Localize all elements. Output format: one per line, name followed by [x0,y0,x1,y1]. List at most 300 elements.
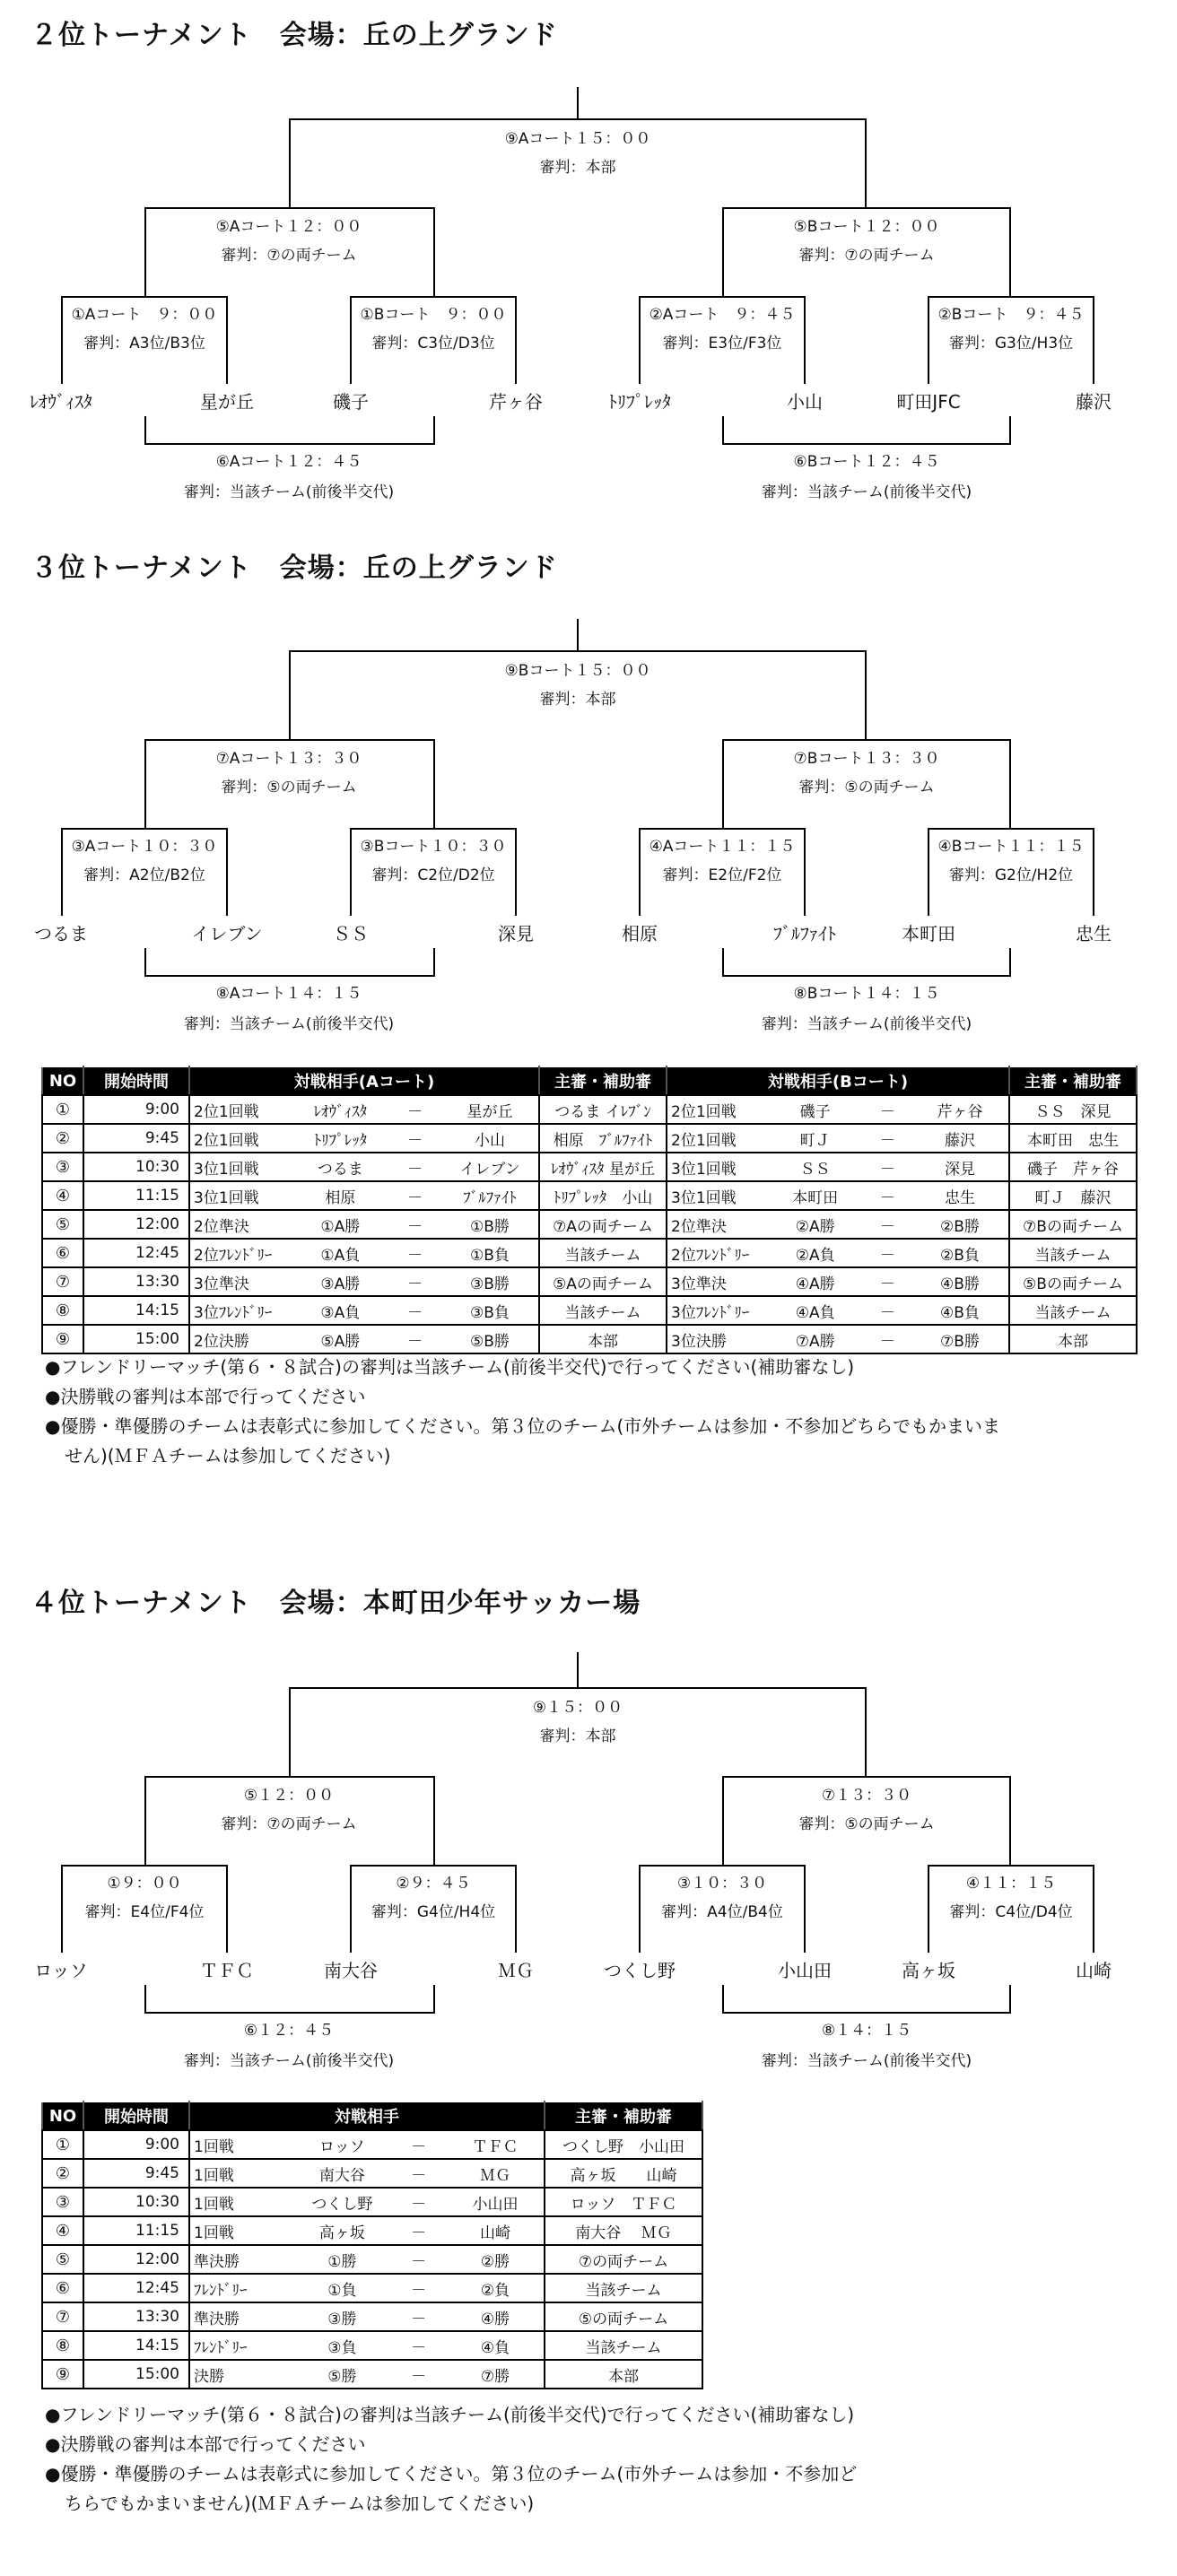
bracket-line [144,443,435,445]
round-label: 2位準決 [194,1217,249,1236]
semi-right-time: ⑦１３：３０ [821,1787,912,1805]
bracket-line [639,828,806,830]
match-no: ③ [42,2188,83,2216]
referee-cell: ⑦の両チーム [545,2245,702,2274]
bracket-line [144,1776,435,1778]
away-team: ④勝 [480,2310,510,2328]
team-name: ＳＳ [333,923,369,944]
round1-time: ④Aコート１１：１５ [649,838,796,856]
home-team: ③勝 [327,2310,357,2328]
away-team: ＭＧ [479,2166,510,2185]
bracket-line [722,948,724,977]
round-label: 3位1回戦 [194,1188,259,1207]
bracket-line [1093,828,1094,916]
col-match-a: 対戦相手(Aコート) [189,1066,539,1095]
table-row [42,2159,702,2188]
away-team: 星が丘 [466,1102,513,1121]
bracket-line [433,207,435,297]
match-cell [667,1210,1009,1239]
away-team: ﾌﾞﾙﾌｧｲﾄ [463,1188,517,1207]
start-time: 9:45 [83,2159,189,2188]
round1-time: ③１０：３０ [676,1875,768,1893]
referee-cell: ⑦Aの両チーム [539,1210,667,1239]
bracket-line [865,1687,867,1777]
vs-dash: － [407,1246,423,1265]
team-name: ＴＦＣ [200,1960,254,1981]
round1-time: ①９：００ [107,1875,182,1893]
team-name: 磯子 [333,391,369,413]
vs-dash: － [411,2224,427,2242]
start-time: 9:45 [83,1124,189,1153]
team-name: つるま [34,923,88,944]
match-cell [667,1325,1009,1353]
match-no: ① [42,1095,83,1124]
match-cell [189,2216,545,2245]
bracket-line [722,207,1011,209]
note-line: ●フレンドリーマッチ(第６・８試合)の審判は当該チーム(前後半交代)で行ってください(補助審なし) [45,1356,855,1378]
referee-cell: 町Ｊ 藤沢 [1009,1181,1137,1210]
friendly-right-time: ⑥Bコート１２：４５ [793,453,940,471]
start-time: 9:00 [83,1095,189,1124]
team-name: ﾚｵｳﾞｨｽﾀ [30,391,92,413]
match-no: ⑦ [42,2302,83,2331]
bracket-line [144,207,146,297]
bracket-line [433,1776,435,1866]
bracket-line [1009,416,1011,445]
home-team: 高ヶ坂 [318,2224,365,2242]
home-team: 町Ｊ [799,1131,831,1150]
section-heading: ３位トーナメント 会場：丘の上グランド [31,553,558,584]
team-name: 本町田 [902,923,955,944]
team-name: イレブン [191,923,263,944]
bracket-line [144,975,435,977]
bracket-line [722,1776,1011,1778]
bracket-line [289,650,867,652]
bracket-line [144,739,146,829]
friendly-left-time: ⑧Aコート１４：１５ [215,985,362,1003]
bracket-line [515,296,517,384]
note-line: ●優勝・準優勝のチームは表彰式に参加してください。第３位のチーム(市外チームは参加・不参加どちらでもかまいま [45,1415,1001,1437]
bracket-line [722,443,1011,445]
match-cell [667,1296,1009,1325]
away-team: ①B負 [470,1246,510,1265]
bracket-line [289,1687,867,1689]
table-row [42,2188,702,2216]
away-team: ②勝 [480,2252,510,2271]
bracket-line [515,828,517,916]
referee-cell: 当該チーム [1009,1239,1137,1267]
start-time: 12:45 [83,2274,189,2302]
table-row [42,1296,1137,1325]
round1-referee: 審判：E3位/F3位 [662,335,782,352]
bracket-line [928,828,1094,830]
start-time: 10:30 [83,2188,189,2216]
away-team: ②負 [480,2281,510,2300]
away-team: 忠生 [944,1188,975,1207]
vs-dash: － [879,1131,895,1150]
home-team: 磯子 [799,1102,831,1121]
match-cell [189,1325,539,1353]
vs-dash: － [879,1246,895,1265]
round-label: 2位1回戦 [671,1131,737,1150]
bracket-line [577,1652,579,1688]
home-team: つくし野 [311,2195,373,2214]
bracket-line [226,296,228,384]
round1-referee: 審判：G2位/H2位 [948,866,1074,884]
bracket-line [722,416,724,445]
bracket-line [289,650,291,740]
bracket-line [804,828,806,916]
round1-referee: 審判：E2位/F2位 [662,866,782,884]
round1-referee: 審判：C3位/D3位 [371,335,495,352]
away-team: ③B負 [470,1303,510,1322]
home-team: ⑦A勝 [795,1332,835,1351]
team-name: 小山 [787,391,823,413]
bracket-line [144,207,435,209]
round-label: 1回戦 [194,2195,234,2214]
semi-right-time: ⑤Bコート１２：００ [793,218,940,236]
final-time: ⑨Aコート１５：００ [504,130,651,148]
round1-time: ④Bコート１１：１５ [937,838,1085,856]
match-no: ⑨ [42,2360,83,2389]
start-time: 12:00 [83,1210,189,1239]
round-label: 2位ﾌﾚﾝﾄﾞﾘｰ [671,1246,750,1265]
vs-dash: － [411,2281,427,2300]
bracket-line [722,1776,724,1866]
match-cell [189,1181,539,1210]
col-referee: 主審・補助審 [545,2102,702,2130]
start-time: 15:00 [83,1325,189,1353]
referee-cell: 南大谷 ＭＧ [545,2216,702,2245]
round-label: ﾌﾚﾝﾄﾞﾘｰ [194,2281,248,2300]
match-cell [189,2331,545,2360]
bracket-line [433,739,435,829]
bracket-line [1009,739,1011,829]
round-label: 2位ﾌﾚﾝﾄﾞﾘｰ [194,1246,273,1265]
col-match: 対戦相手 [189,2102,545,2130]
bracket-line [61,1865,63,1953]
bracket-line [61,828,228,830]
home-team: つるま [317,1160,363,1179]
vs-dash: － [411,2252,427,2271]
match-cell [189,2130,545,2159]
bracket-line [515,1865,517,1953]
round1-referee: 審判：A3位/B3位 [83,335,205,352]
away-team: ④負 [480,2338,510,2357]
team-name: ロッソ [34,1960,88,1981]
semi-left-time: ⑤Aコート１２：００ [215,218,362,236]
round-label: 2位1回戦 [671,1102,737,1121]
referee-cell: 当該チーム [545,2331,702,2360]
start-time: 13:30 [83,1267,189,1296]
bracket-line [577,87,579,119]
vs-dash: － [407,1160,423,1179]
col-start-time: 開始時間 [83,1066,189,1095]
final-referee: 審判：本部 [539,691,616,709]
bracket-line [1009,207,1011,297]
col-referee-a: 主審・補助審 [539,1066,667,1095]
bracket-line [639,1865,806,1867]
vs-dash: － [411,2367,427,2386]
away-team: ⑦勝 [480,2367,510,2386]
bracket-line [433,416,435,445]
home-team: ①A勝 [320,1217,361,1236]
match-cell [189,2360,545,2389]
semi-left-time: ⑤１２：００ [243,1787,335,1805]
referee-cell: ロッソ ＴＦＣ [545,2188,702,2216]
referee-cell: 本部 [1009,1325,1137,1353]
round1-time: ②９：４５ [396,1875,471,1893]
round-label: 3位準決 [671,1275,727,1293]
round1-time: ②Aコート ９：４５ [649,306,796,324]
home-team: ③負 [327,2338,357,2357]
friendly-right-time: ⑧１４：１５ [821,2022,912,2040]
col-start-time: 開始時間 [83,2102,189,2130]
team-name: ﾄﾘﾌﾟﾚｯﾀ [608,391,671,413]
home-team: 本町田 [792,1188,839,1207]
start-time: 10:30 [83,1153,189,1181]
bracket-line [289,118,291,208]
home-team: ⑤勝 [327,2367,357,2386]
round-label: 2位決勝 [194,1332,249,1351]
referee-cell: ＳＳ 深見 [1009,1095,1137,1124]
vs-dash: － [411,2310,427,2328]
team-name: 高ヶ坂 [902,1960,955,1981]
referee-cell: 相原 ﾌﾞﾙﾌｧｲﾄ [539,1124,667,1153]
referee-cell: 当該チーム [539,1239,667,1267]
home-team: ①負 [327,2281,357,2300]
bracket-line [639,296,641,384]
bracket-line [722,1985,724,2014]
table-row [42,2360,702,2389]
bracket-line [928,1865,929,1953]
match-cell [189,1153,539,1181]
round1-referee: 審判：C2位/D2位 [371,866,495,884]
round-label: 3位ﾌﾚﾝﾄﾞﾘｰ [671,1303,750,1322]
referee-cell: ﾚｵｳﾞｨｽﾀ 星が丘 [539,1153,667,1181]
away-team: ③B勝 [470,1275,510,1293]
col-referee-b: 主審・補助審 [1009,1066,1137,1095]
bracket-line [865,650,867,740]
bracket-line [289,1687,291,1777]
bracket-line [350,296,517,298]
round-label: 1回戦 [194,2137,234,2156]
match-cell [189,1210,539,1239]
referee-cell: つるま イﾚﾌﾞﾝ [539,1095,667,1124]
vs-dash: － [407,1217,423,1236]
table-row [42,2130,702,2159]
friendly-left-time: ⑥Aコート１２：４５ [215,453,362,471]
semi-right-time: ⑦Bコート１３：３０ [793,750,940,768]
bracket-line [144,2012,435,2014]
bracket-line [350,828,352,916]
bracket-line [928,828,929,916]
bracket-line [226,1865,228,1953]
match-no: ⑦ [42,1267,83,1296]
away-team: ②B負 [940,1246,980,1265]
final-time: ⑨１５：００ [532,1699,623,1717]
referee-cell: 当該チーム [1009,1296,1137,1325]
note-line: ●優勝・準優勝のチームは表彰式に参加してください。第３位のチーム(市外チームは参加・不参加ど [45,2463,858,2485]
bracket-line [928,296,1094,298]
home-team: ロッソ [318,2137,365,2156]
round-label: 3位1回戦 [671,1188,737,1207]
home-team: ④A勝 [795,1275,835,1293]
vs-dash: － [411,2338,427,2357]
vs-dash: － [407,1275,423,1293]
team-name: 星が丘 [200,391,254,413]
table-row [42,2245,702,2274]
team-name: 相原 [622,923,658,944]
bracket-line [350,1865,517,1867]
match-cell [189,2245,545,2274]
bracket-line [350,1865,352,1953]
match-cell [189,2274,545,2302]
bracket-line [928,1865,1094,1867]
match-no: ① [42,2130,83,2159]
semi-right-referee: 審判：⑤の両チーム [798,779,935,796]
match-no: ⑧ [42,2331,83,2360]
bracket-line [144,739,435,741]
bracket-line [433,948,435,977]
match-no: ⑤ [42,1210,83,1239]
round1-time: ①Aコート ９：００ [71,306,218,324]
away-team: 芹ヶ谷 [937,1102,983,1121]
bracket-line [350,296,352,384]
away-team: 深見 [944,1160,975,1179]
note-line: せん)(ＭＦＡチームは参加してください) [65,1445,391,1466]
away-team: 山崎 [479,2224,510,2242]
round-label: 3位ﾌﾚﾝﾄﾞﾘｰ [194,1303,273,1322]
table-row [42,2302,702,2331]
round1-time: ③Bコート１０：３０ [360,838,507,856]
round-label: 3位1回戦 [671,1160,737,1179]
round-label: 準決勝 [194,2310,240,2328]
table-row [42,2274,702,2302]
table-row [42,1153,1137,1181]
final-referee: 審判：本部 [539,1727,616,1745]
friendly-left-referee: 審判：当該チーム(前後半交代) [183,1015,395,1033]
friendly-left-time: ⑥１２：４５ [243,2022,335,2040]
round1-time: ③Aコート１０：３０ [71,838,218,856]
bracket-line [61,296,63,384]
round-label: 2位1回戦 [194,1131,259,1150]
referee-cell: 本部 [539,1325,667,1353]
team-name: 藤沢 [1076,391,1112,413]
referee-cell: ⑦Bの両チーム [1009,1210,1137,1239]
vs-dash: － [411,2166,427,2185]
referee-cell: ⑤Aの両チーム [539,1267,667,1296]
team-name: 忠生 [1076,923,1112,944]
bracket-line [144,1776,146,1866]
table-row [42,1325,1137,1353]
semi-right-referee: 審判：⑦の両チーム [798,247,935,265]
bracket-line [61,1865,228,1867]
match-no: ④ [42,1181,83,1210]
start-time: 11:15 [83,1181,189,1210]
vs-dash: － [411,2137,427,2156]
match-cell [189,1124,539,1153]
table-row [42,1267,1137,1296]
friendly-right-time: ⑧Bコート１４：１５ [793,985,940,1003]
round1-referee: 審判：A2位/B2位 [83,866,205,884]
match-cell [667,1239,1009,1267]
round1-referee: 審判：G3位/H3位 [948,335,1074,352]
note-line: ちらでもかまいません)(ＭＦＡチームは参加してください) [65,2493,535,2514]
team-name: 山崎 [1076,1960,1112,1981]
team-name: 芹ヶ谷 [489,391,543,413]
table-row [42,2216,702,2245]
team-name: つくし野 [604,1960,676,1981]
section-heading: ２位トーナメント 会場：丘の上グランド [31,20,558,51]
round-label: 2位1回戦 [194,1102,259,1121]
vs-dash: － [407,1303,423,1322]
section-heading: ４位トーナメント 会場：本町田少年サッカー場 [31,1588,641,1619]
col-no: NO [42,1066,83,1095]
round1-time: ①Bコート ９：００ [360,306,507,324]
home-team: ﾄﾘﾌﾟﾚｯﾀ [313,1131,368,1150]
match-no: ⑤ [42,2245,83,2274]
bracket-line [804,1865,806,1953]
table-row [42,1095,1137,1124]
bracket-line [350,828,517,830]
round1-referee: 審判：C4位/D4位 [949,1903,1073,1921]
bracket-line [226,828,228,916]
home-team: ③A負 [320,1303,361,1322]
friendly-left-referee: 審判：当該チーム(前後半交代) [183,2052,395,2070]
home-team: ＳＳ [799,1160,831,1179]
match-cell [189,1095,539,1124]
round-label: 2位準決 [671,1217,727,1236]
team-name: 町田JFC [896,391,961,413]
away-team: ⑤B勝 [470,1332,510,1351]
referee-cell: 当該チーム [539,1296,667,1325]
referee-cell: ⑤Bの両チーム [1009,1267,1137,1296]
round-label: 決勝 [194,2367,224,2386]
bracket-line [639,296,806,298]
referee-cell: 本部 [545,2360,702,2389]
start-time: 9:00 [83,2130,189,2159]
team-name: 深見 [498,923,534,944]
round-label: 準決勝 [194,2252,240,2271]
bracket-line [577,619,579,651]
friendly-right-referee: 審判：当該チーム(前後半交代) [761,2052,972,2070]
away-team: ⑦B勝 [940,1332,980,1351]
start-time: 15:00 [83,2360,189,2389]
start-time: 11:15 [83,2216,189,2245]
bracket-line [865,118,867,208]
start-time: 12:00 [83,2245,189,2274]
final-referee: 審判：本部 [539,159,616,177]
match-cell [189,2188,545,2216]
round-label: 3位決勝 [671,1332,727,1351]
round-label: 3位準決 [194,1275,249,1293]
away-team: 藤沢 [944,1131,975,1150]
friendly-right-referee: 審判：当該チーム(前後半交代) [761,483,972,501]
round1-referee: 審判：A4位/B4位 [661,1903,783,1921]
match-no: ⑥ [42,1239,83,1267]
bracket-line [722,975,1011,977]
match-cell [667,1095,1009,1124]
bracket-line [639,828,641,916]
note-line: ●決勝戦の審判は本部で行ってください [45,2433,366,2455]
match-no: ⑥ [42,2274,83,2302]
match-no: ⑧ [42,1296,83,1325]
vs-dash: － [879,1102,895,1121]
col-no: NO [42,2102,83,2130]
round-label: 1回戦 [194,2166,234,2185]
match-cell [667,1153,1009,1181]
